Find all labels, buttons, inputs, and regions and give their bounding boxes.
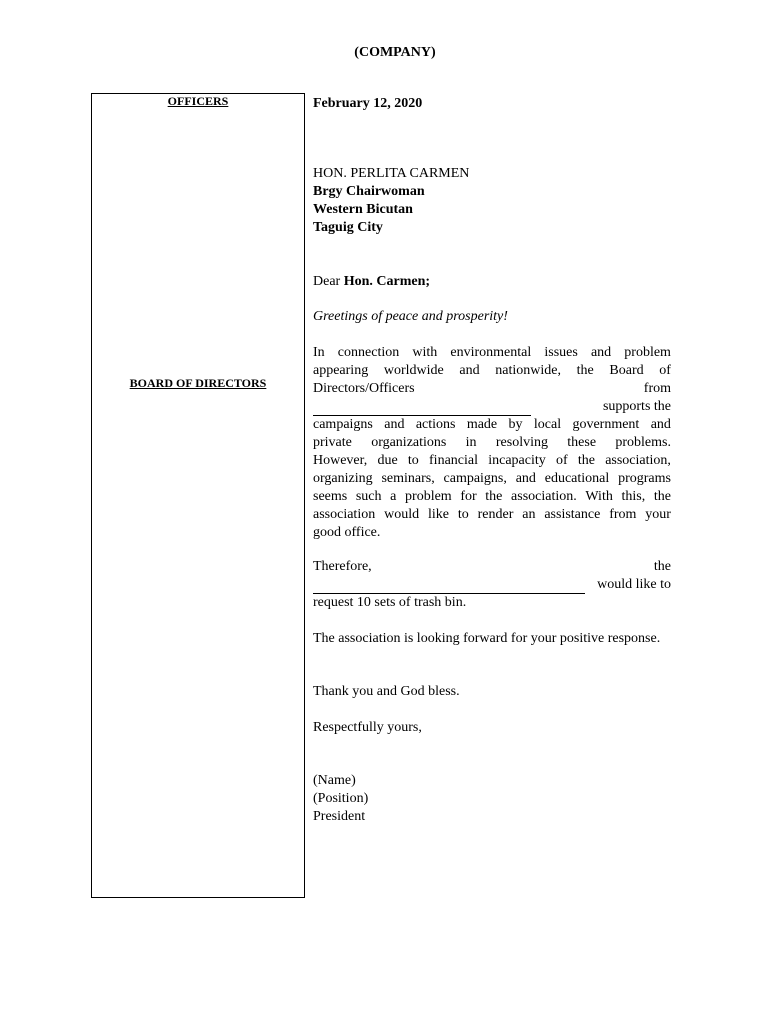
paragraph-line xyxy=(313,506,671,524)
word: for xyxy=(460,489,477,504)
paragraph-line xyxy=(313,470,671,488)
word: seems xyxy=(313,489,348,504)
word: worldwide xyxy=(383,363,444,378)
word: association, xyxy=(605,453,671,468)
paragraph-line xyxy=(313,434,671,452)
word: problems. xyxy=(615,435,671,450)
recipient-address xyxy=(313,165,469,237)
word: and xyxy=(459,363,480,378)
word: the xyxy=(576,363,594,378)
word: problem xyxy=(624,345,671,360)
letter-date: February 12, 2020 xyxy=(313,96,423,111)
word: your xyxy=(645,507,671,522)
word: Board xyxy=(609,363,644,378)
word: government xyxy=(572,417,640,432)
paragraph-line-blank xyxy=(313,398,671,416)
word: seminars, xyxy=(381,471,435,486)
salutation-prefix: Dear xyxy=(313,274,341,289)
paragraph-line xyxy=(313,362,671,380)
word: actions xyxy=(415,417,456,432)
word: resolving xyxy=(495,435,548,450)
word: In xyxy=(313,345,325,360)
word: programs xyxy=(618,471,671,486)
word: due xyxy=(377,453,398,468)
blank-line xyxy=(313,579,585,594)
word: and xyxy=(590,345,612,360)
paragraph-line: request 10 sets of trash bin. xyxy=(313,595,467,610)
word: such xyxy=(355,489,382,504)
word: organizations xyxy=(371,435,447,450)
word: with xyxy=(412,345,438,360)
word: issues xyxy=(544,345,578,360)
salutation xyxy=(313,273,430,291)
word: by xyxy=(508,417,523,432)
paragraph-line: good office. xyxy=(313,525,381,540)
word: the xyxy=(577,453,595,468)
paragraph-line-blank xyxy=(313,576,671,594)
paragraph-1 xyxy=(313,344,671,542)
word: financial xyxy=(429,453,478,468)
word: to xyxy=(407,453,419,468)
paragraph-line xyxy=(313,558,671,576)
paragraph-line xyxy=(313,488,671,506)
closing-thanks: Thank you and God bless. xyxy=(313,684,460,699)
word: the xyxy=(653,489,671,504)
officers-sidebar xyxy=(91,93,305,898)
paragraph-line xyxy=(313,452,671,470)
therefore-word: Therefore, xyxy=(313,559,372,574)
word: would xyxy=(384,507,420,522)
word: and xyxy=(650,417,671,432)
word: local xyxy=(533,417,562,432)
word: private xyxy=(313,435,352,450)
word: campaigns xyxy=(313,417,373,432)
word: campaigns, xyxy=(443,471,507,486)
word: of xyxy=(659,363,671,378)
word: association. xyxy=(511,489,577,504)
signature-name: (Name) xyxy=(313,773,356,788)
paragraph-line-text: supports the xyxy=(602,399,671,414)
word: assistance xyxy=(544,507,601,522)
word: these xyxy=(567,435,597,450)
paragraph-3: The association is looking forward for your positive response. xyxy=(313,631,661,646)
paragraph-line xyxy=(313,380,671,398)
recipient-barangay: Western Bicutan xyxy=(313,202,413,217)
company-heading: (COMPANY) xyxy=(354,45,436,60)
complimentary-close: Respectfully yours, xyxy=(313,720,422,735)
word: to xyxy=(457,507,469,522)
paragraph-2 xyxy=(313,558,671,612)
signature-position: (Position) xyxy=(313,791,369,806)
word: the xyxy=(485,489,503,504)
board-of-directors-heading: BOARD OF DIRECTORS xyxy=(129,376,267,390)
word: from xyxy=(609,507,637,522)
word: nationwide, xyxy=(495,363,561,378)
recipient-name: HON. PERLITA CARMEN xyxy=(313,166,470,181)
signature-role: President xyxy=(313,809,366,824)
word: made xyxy=(466,417,498,432)
word: of xyxy=(555,453,568,468)
paragraph-line-text: would like to xyxy=(597,577,671,592)
word: organizing xyxy=(313,471,373,486)
signature-block xyxy=(313,772,368,826)
word: render xyxy=(477,507,514,522)
word: association xyxy=(313,507,376,522)
recipient-title: Brgy Chairwoman xyxy=(313,184,425,199)
word: problem xyxy=(405,489,452,504)
word: and xyxy=(515,471,536,486)
word: Directors/Officers xyxy=(313,381,415,396)
greeting: Greetings of peace and prosperity! xyxy=(313,309,508,324)
word: this, xyxy=(621,489,646,504)
word: However, xyxy=(313,453,368,468)
recipient-city: Taguig City xyxy=(313,220,383,235)
word: educational xyxy=(544,471,610,486)
paragraph-line xyxy=(313,416,671,434)
word: appearing xyxy=(313,363,369,378)
word: and xyxy=(384,417,405,432)
officers-heading: OFFICERS xyxy=(167,94,229,108)
word: environmental xyxy=(450,345,532,360)
word: With xyxy=(585,489,613,504)
word: a xyxy=(390,489,397,504)
word: connection xyxy=(337,345,400,360)
word: in xyxy=(465,435,477,450)
word: from xyxy=(643,381,671,396)
word: incapacity xyxy=(488,453,546,468)
salutation-name: Hon. Carmen; xyxy=(343,274,431,289)
word: like xyxy=(427,507,449,522)
word: an xyxy=(522,507,536,522)
the-word: the xyxy=(653,559,671,574)
blank-line xyxy=(313,401,531,416)
paragraph-line xyxy=(313,344,671,362)
